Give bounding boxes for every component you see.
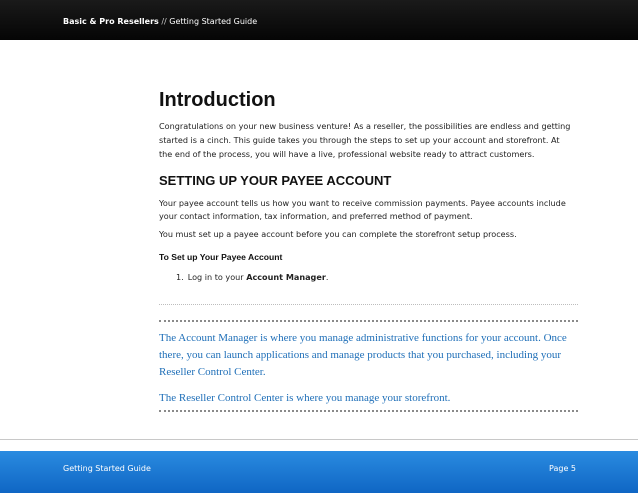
note-bottom-divider: [159, 410, 578, 412]
procedure-heading: To Set up Your Payee Account: [159, 252, 283, 262]
step-number: 1.: [176, 272, 184, 282]
header-guide: Getting Started Guide: [169, 17, 258, 26]
step-text-before: Log in to your: [187, 272, 247, 282]
page-number: Page 5: [549, 464, 576, 473]
running-header: [63, 17, 257, 26]
section-heading: SETTING UP YOUR PAYEE ACCOUNT: [159, 173, 392, 188]
note-paragraph: The Reseller Control Center is where you manage your storefront.: [159, 392, 451, 404]
note-top-divider: [159, 320, 578, 322]
step-item: [176, 271, 579, 283]
page-title: Introduction: [159, 89, 276, 111]
step-bold-term: Account Manager: [246, 272, 326, 282]
step-text-after: .: [325, 272, 329, 282]
step-divider: [159, 304, 578, 305]
footer-guide-title: Getting Started Guide: [63, 464, 151, 473]
header-separator: //: [158, 17, 170, 26]
intro-paragraph: Congratulations on your new business venture! As a reseller, the possibilities are endless and getting started is a cinch. This guide takes you through the steps to set up your account and storefront. At the end of the process, you will have a live, professional website ready to attract customers.: [159, 121, 571, 159]
footer-rule: [0, 439, 638, 440]
header-product: Basic & Pro Resellers: [63, 17, 159, 26]
note-box: [159, 330, 579, 407]
payee-description: Your payee account tells us how you want to receive commission payments. Payee accounts include your contact information, tax information, and preferred method of payment.: [159, 198, 566, 221]
note-paragraph: The Account Manager is where you manage administrative functions for your account. Once there, you can launch applications and manage products that you purchased, including your Reseller Control Center.: [159, 332, 567, 378]
payee-requirement: You must set up a payee account before you can complete the storefront setup process.: [159, 229, 517, 239]
main-content: [159, 88, 579, 283]
